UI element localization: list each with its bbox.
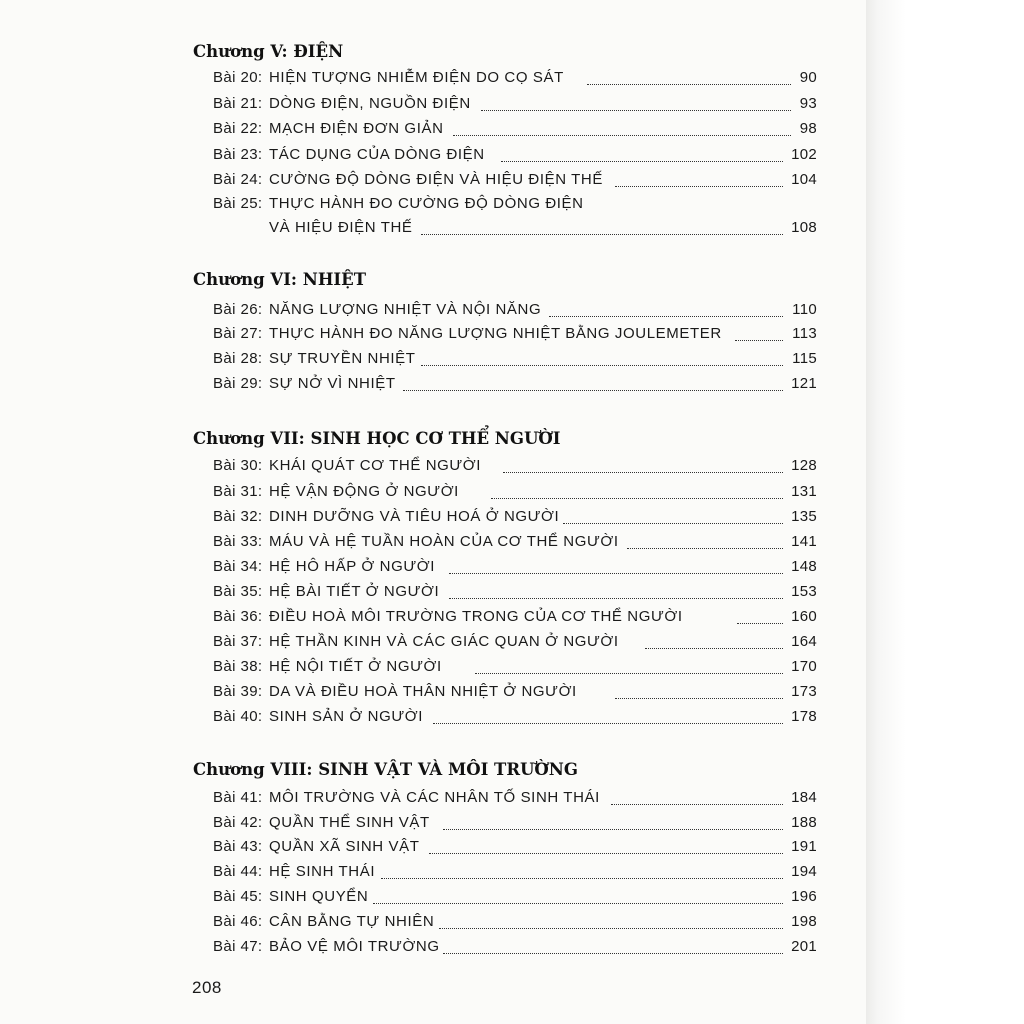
dot-leader — [503, 472, 783, 473]
lesson-title: CÂN BẰNG TỰ NHIÊN — [269, 913, 435, 930]
lesson-title: DÒNG ĐIỆN, NGUỒN ĐIỆN — [269, 95, 471, 112]
lesson-page: 108 — [791, 219, 817, 236]
lesson-page: 148 — [791, 558, 817, 575]
lesson-page: 198 — [791, 913, 817, 930]
toc-entry-lesson-36 — [213, 608, 817, 628]
toc-entry-lesson-29 — [213, 375, 817, 395]
lesson-title: HỆ HÔ HẤP Ở NGƯỜI — [269, 558, 435, 575]
toc-entry-lesson-47 — [213, 938, 817, 958]
toc-entry-lesson-40 — [213, 708, 817, 728]
lesson-title: MÔI TRƯỜNG VÀ CÁC NHÂN TỐ SINH THÁI — [269, 789, 600, 806]
dot-leader — [443, 953, 783, 954]
lesson-title: DINH DƯỠNG VÀ TIÊU HOÁ Ở NGƯỜI — [269, 508, 560, 525]
lesson-label: Bài 30: — [213, 457, 263, 474]
lesson-title: HỆ BÀI TIẾT Ở NGƯỜI — [269, 583, 440, 600]
lesson-label: Bài 26: — [213, 301, 263, 318]
chapter-title: Chương VI: NHIỆT — [193, 270, 367, 289]
dot-leader — [373, 903, 783, 904]
toc-entry-lesson-38 — [213, 658, 817, 678]
lesson-label: Bài 33: — [213, 533, 263, 550]
toc-entry-lesson-39 — [213, 683, 817, 703]
toc-entry-lesson-34 — [213, 558, 817, 578]
page-margin — [866, 0, 1024, 1024]
lesson-title: SỰ NỞ VÌ NHIỆT — [269, 375, 396, 392]
lesson-title: CƯỜNG ĐỘ DÒNG ĐIỆN VÀ HIỆU ĐIỆN THẾ — [269, 171, 603, 188]
lesson-label: Bài 40: — [213, 708, 263, 725]
toc-entry-lesson-26 — [213, 301, 817, 321]
lesson-page: 110 — [792, 301, 817, 318]
lesson-page: 104 — [791, 171, 817, 188]
lesson-title: SINH QUYỂN — [269, 888, 369, 905]
lesson-label: Bài 38: — [213, 658, 263, 675]
lesson-page: 196 — [791, 888, 817, 905]
lesson-title: HỆ VẬN ĐỘNG Ở NGƯỜI — [269, 483, 459, 500]
lesson-label: Bài 39: — [213, 683, 263, 700]
lesson-label: Bài 35: — [213, 583, 263, 600]
lesson-page: 102 — [791, 146, 817, 163]
dot-leader — [549, 316, 783, 317]
lesson-page: 128 — [791, 457, 817, 474]
toc-entry-lesson-25-cont — [213, 219, 817, 239]
toc-entry-lesson-23 — [213, 146, 817, 166]
lesson-title: HIỆN TƯỢNG NHIỄM ĐIỆN DO CỌ SÁT — [269, 69, 564, 86]
toc-entry-lesson-41 — [213, 789, 817, 809]
dot-leader — [421, 365, 783, 366]
lesson-page: 113 — [792, 325, 817, 342]
lesson-page: 121 — [791, 375, 817, 392]
lesson-page: 115 — [792, 350, 817, 367]
dot-leader — [645, 648, 783, 649]
toc-entry-lesson-31 — [213, 483, 817, 503]
lesson-page: 135 — [791, 508, 817, 525]
lesson-page: 93 — [799, 95, 817, 112]
dot-leader — [611, 804, 783, 805]
lesson-title: MẠCH ĐIỆN ĐƠN GIẢN — [269, 120, 444, 137]
lesson-title: NĂNG LƯỢNG NHIỆT VÀ NỘI NĂNG — [269, 301, 542, 318]
lesson-page: 153 — [791, 583, 817, 600]
lesson-page: 90 — [799, 69, 817, 86]
lesson-label: Bài 36: — [213, 608, 263, 625]
toc-entry-lesson-22 — [213, 120, 817, 140]
dot-leader — [615, 186, 783, 187]
toc-entry-lesson-42 — [213, 814, 817, 834]
lesson-label: Bài 41: — [213, 789, 263, 806]
lesson-label: Bài 20: — [213, 69, 263, 86]
toc-entry-lesson-27 — [213, 325, 817, 345]
toc-entry-lesson-43 — [213, 838, 817, 858]
lesson-title: KHÁI QUÁT CƠ THỂ NGƯỜI — [269, 457, 482, 474]
lesson-title: SỰ TRUYỀN NHIỆT — [269, 350, 416, 367]
dot-leader — [403, 390, 783, 391]
lesson-label: Bài 24: — [213, 171, 263, 188]
lesson-title: HỆ THẦN KINH VÀ CÁC GIÁC QUAN Ở NGƯỜI — [269, 633, 619, 650]
page-number: 208 — [192, 978, 222, 997]
dot-leader — [443, 829, 783, 830]
lesson-label: Bài 44: — [213, 863, 263, 880]
lesson-page: 194 — [791, 863, 817, 880]
lesson-page: 178 — [791, 708, 817, 725]
lesson-title: SINH SẢN Ở NGƯỜI — [269, 708, 423, 725]
dot-leader — [501, 161, 783, 162]
lesson-label: Bài 42: — [213, 814, 263, 831]
toc-entry-lesson-35 — [213, 583, 817, 603]
lesson-page: 188 — [791, 814, 817, 831]
lesson-page: 201 — [791, 938, 817, 955]
lesson-label: Bài 34: — [213, 558, 263, 575]
lesson-page: 164 — [791, 633, 817, 650]
lesson-page: 173 — [791, 683, 817, 700]
lesson-label: Bài 28: — [213, 350, 263, 367]
toc-entry-lesson-33 — [213, 533, 817, 553]
dot-leader — [453, 135, 791, 136]
toc-entry-lesson-37 — [213, 633, 817, 653]
dot-leader — [563, 523, 783, 524]
lesson-label: Bài 29: — [213, 375, 263, 392]
lesson-page: 184 — [791, 789, 817, 806]
lesson-title: THỰC HÀNH ĐO NĂNG LƯỢNG NHIỆT BẰNG JOULEMETER — [269, 325, 722, 342]
toc-entry-lesson-45 — [213, 888, 817, 908]
chapter-title: Chương VII: SINH HỌC CƠ THỂ NGƯỜI — [193, 429, 561, 448]
lesson-title: DA VÀ ĐIỀU HOÀ THÂN NHIỆT Ở NGƯỜI — [269, 683, 577, 700]
lesson-label: Bài 47: — [213, 938, 263, 955]
lesson-label: Bài 32: — [213, 508, 263, 525]
dot-leader — [439, 928, 783, 929]
dot-leader — [449, 598, 783, 599]
dot-leader — [433, 723, 783, 724]
lesson-label: Bài 43: — [213, 838, 263, 855]
toc-entry-lesson-21 — [213, 95, 817, 115]
lesson-label: Bài 25: — [213, 195, 263, 212]
dot-leader — [735, 340, 783, 341]
toc-entry-lesson-30 — [213, 457, 817, 477]
lesson-title: ĐIỀU HOÀ MÔI TRƯỜNG TRONG CỦA CƠ THỂ NGƯỜI — [269, 608, 683, 625]
chapter-title: Chương V: ĐIỆN — [193, 42, 344, 61]
lesson-label: Bài 37: — [213, 633, 263, 650]
lesson-title: MÁU VÀ HỆ TUẦN HOÀN CỦA CƠ THỂ NGƯỜI — [269, 533, 619, 550]
dot-leader — [587, 84, 791, 85]
chapter-title: Chương VIII: SINH VẬT VÀ MÔI TRƯỜNG — [193, 760, 578, 779]
lesson-page: 170 — [791, 658, 817, 675]
dot-leader — [475, 673, 783, 674]
toc-entry-lesson-32 — [213, 508, 817, 528]
dot-leader — [615, 698, 783, 699]
lesson-title: TÁC DỤNG CỦA DÒNG ĐIỆN — [269, 146, 485, 163]
lesson-title: QUẦN XÃ SINH VẬT — [269, 838, 420, 855]
toc-entry-lesson-20 — [213, 69, 817, 89]
lesson-title: QUẦN THỂ SINH VẬT — [269, 814, 430, 831]
dot-leader — [429, 853, 783, 854]
lesson-title: HỆ SINH THÁI — [269, 863, 376, 880]
toc-entry-lesson-28 — [213, 350, 817, 370]
lesson-title-continued: VÀ HIỆU ĐIỆN THẾ — [269, 219, 413, 236]
lesson-title: BẢO VỆ MÔI TRƯỜNG — [269, 938, 440, 955]
dot-leader — [481, 110, 791, 111]
lesson-label: Bài 21: — [213, 95, 263, 112]
toc-entry-lesson-46 — [213, 913, 817, 933]
lesson-page: 160 — [791, 608, 817, 625]
lesson-label: Bài 31: — [213, 483, 263, 500]
toc-entry-lesson-25 — [213, 195, 817, 215]
lesson-title: HỆ NỘI TIẾT Ở NGƯỜI — [269, 658, 442, 675]
lesson-page: 141 — [791, 533, 817, 550]
lesson-label: Bài 27: — [213, 325, 263, 342]
dot-leader — [381, 878, 783, 879]
dot-leader — [449, 573, 783, 574]
dot-leader — [627, 548, 783, 549]
dot-leader — [737, 623, 783, 624]
lesson-page: 131 — [791, 483, 817, 500]
toc-entry-lesson-44 — [213, 863, 817, 883]
dot-leader — [421, 234, 783, 235]
lesson-label: Bài 45: — [213, 888, 263, 905]
lesson-label: Bài 23: — [213, 146, 263, 163]
lesson-title: THỰC HÀNH ĐO CƯỜNG ĐỘ DÒNG ĐIỆN — [269, 195, 584, 212]
lesson-label: Bài 22: — [213, 120, 263, 137]
toc-entry-lesson-24 — [213, 171, 817, 191]
lesson-page: 98 — [799, 120, 817, 137]
dot-leader — [491, 498, 783, 499]
lesson-page: 191 — [791, 838, 817, 855]
lesson-label: Bài 46: — [213, 913, 263, 930]
